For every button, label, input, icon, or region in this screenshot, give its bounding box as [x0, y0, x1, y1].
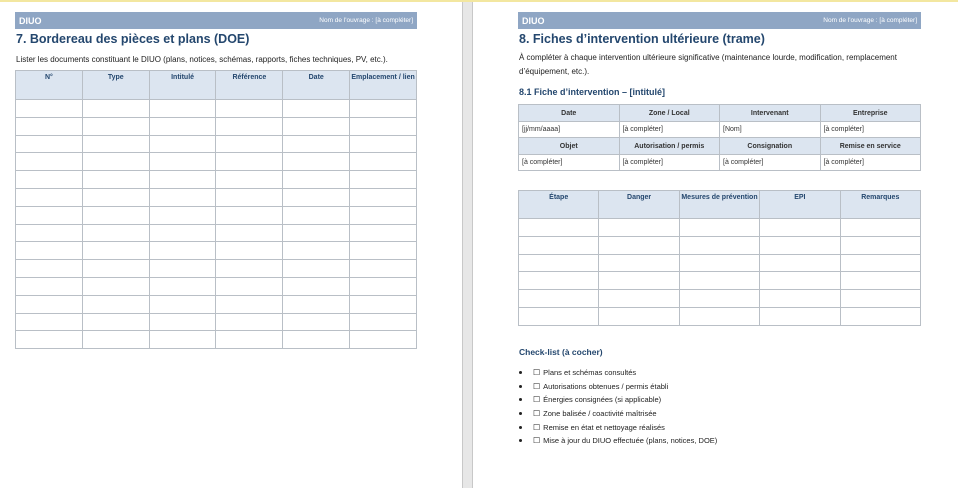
doe-table-cell[interactable]: [350, 260, 417, 278]
doe-table-cell[interactable]: [149, 100, 216, 118]
intv-head-consignation: Consignation: [720, 138, 821, 155]
bullet-icon: [519, 371, 522, 374]
doe-table-cell[interactable]: [283, 331, 350, 349]
doe-table-cell[interactable]: [216, 260, 283, 278]
steps-table-cell[interactable]: [599, 219, 679, 237]
doe-table-cell[interactable]: [350, 171, 417, 189]
steps-table-row: [519, 290, 921, 308]
doe-table-cell[interactable]: [350, 206, 417, 224]
doe-table-cell[interactable]: [149, 260, 216, 278]
checklist-item: [519, 420, 717, 434]
doe-table-cell[interactable]: [16, 153, 83, 171]
doe-table-cell[interactable]: [149, 331, 216, 349]
intv-value-entreprise[interactable]: [à compléter]: [820, 122, 921, 138]
intervention-value-row: [519, 122, 921, 138]
checklist-item: [519, 380, 717, 394]
doe-table-cell[interactable]: [350, 331, 417, 349]
doe-table-cell[interactable]: [283, 313, 350, 331]
steps-col-danger: Danger: [599, 191, 679, 219]
page-header-band: [518, 12, 921, 29]
doe-table: [15, 70, 417, 349]
doe-col-number: N°: [16, 71, 83, 100]
checklist-item-label: Plans et schémas consultés: [543, 368, 637, 378]
doe-table-cell[interactable]: [16, 135, 83, 153]
steps-table-row: [519, 254, 921, 272]
intv-value-zone[interactable]: [à compléter]: [619, 122, 720, 138]
doe-table-row: [16, 313, 417, 331]
doe-table-cell[interactable]: [216, 224, 283, 242]
document-page-left: [0, 2, 462, 488]
doe-table-cell[interactable]: [82, 295, 149, 313]
intv-value-consignation[interactable]: [à compléter]: [720, 155, 821, 171]
intv-head-zone: Zone / Local: [619, 105, 720, 122]
doe-table-cell[interactable]: [82, 117, 149, 135]
header-title: DIUO: [522, 15, 545, 26]
doe-table-cell[interactable]: [350, 277, 417, 295]
intv-value-remise[interactable]: [à compléter]: [820, 155, 921, 171]
intv-value-intervenant[interactable]: [Nom]: [720, 122, 821, 138]
doe-table-cell[interactable]: [16, 242, 83, 260]
doe-table-cell[interactable]: [350, 188, 417, 206]
intv-head-autorisation: Autorisation / permis: [619, 138, 720, 155]
doe-table-cell[interactable]: [82, 260, 149, 278]
doe-table-cell[interactable]: [350, 295, 417, 313]
steps-table-cell[interactable]: [840, 307, 920, 325]
section-8-1-heading: 8.1 Fiche d’intervention – [intitulé]: [519, 87, 666, 97]
steps-table-cell[interactable]: [679, 236, 759, 254]
doe-table-cell[interactable]: [82, 135, 149, 153]
intv-head-intervenant: Intervenant: [720, 105, 821, 122]
doe-table-cell[interactable]: [16, 188, 83, 206]
doe-table-cell[interactable]: [82, 153, 149, 171]
doe-table-cell[interactable]: [283, 277, 350, 295]
doe-table-row: [16, 117, 417, 135]
steps-table-row: [519, 236, 921, 254]
doe-table-cell[interactable]: [350, 153, 417, 171]
doe-table-cell[interactable]: [350, 224, 417, 242]
steps-table-cell[interactable]: [599, 307, 679, 325]
bullet-icon: [519, 439, 522, 442]
doe-table-cell[interactable]: [16, 206, 83, 224]
checklist-item-label: Autorisations obtenues / permis établi: [543, 381, 669, 391]
steps-table-cell[interactable]: [840, 219, 920, 237]
checkbox-icon[interactable]: ☐: [533, 368, 541, 378]
doe-table-cell[interactable]: [283, 188, 350, 206]
doe-table-cell[interactable]: [283, 260, 350, 278]
intv-value-date[interactable]: [jj/mm/aaaa]: [519, 122, 620, 138]
doe-table-cell[interactable]: [82, 313, 149, 331]
steps-table-cell[interactable]: [599, 272, 679, 290]
doe-table-cell[interactable]: [216, 206, 283, 224]
checkbox-icon[interactable]: ☐: [533, 409, 541, 419]
doe-table-cell[interactable]: [216, 171, 283, 189]
intv-head-objet: Objet: [519, 138, 620, 155]
doe-table-row: [16, 153, 417, 171]
doe-col-type: Type: [82, 71, 149, 100]
checkbox-icon[interactable]: ☐: [533, 436, 541, 446]
bullet-icon: [519, 412, 522, 415]
doe-table-cell[interactable]: [216, 188, 283, 206]
section-8-heading: 8. Fiches d’intervention ultérieure (trame): [519, 32, 765, 46]
steps-table-cell[interactable]: [760, 236, 840, 254]
steps-table-row: [519, 272, 921, 290]
bullet-icon: [519, 398, 522, 401]
doe-table-cell[interactable]: [16, 100, 83, 118]
doe-table-cell[interactable]: [149, 206, 216, 224]
doe-table-cell[interactable]: [149, 135, 216, 153]
section-8-intro: À compléter à chaque intervention ultérieure significative (maintenance lourde, modification, remplacement d’équipement, etc.).: [519, 53, 897, 76]
steps-table-row: [519, 219, 921, 237]
header-work-name: Nom de l'ouvrage : [à compléter]: [319, 17, 413, 24]
doe-table-cell[interactable]: [350, 242, 417, 260]
checklist: [519, 366, 717, 448]
doe-table-cell[interactable]: [149, 188, 216, 206]
doe-table-row: [16, 206, 417, 224]
doe-table-row: [16, 277, 417, 295]
doe-table-cell[interactable]: [283, 135, 350, 153]
checklist-item: [519, 434, 717, 448]
doe-table-cell[interactable]: [149, 224, 216, 242]
doe-table-cell[interactable]: [16, 331, 83, 349]
steps-table-cell[interactable]: [760, 219, 840, 237]
doe-table-row: [16, 135, 417, 153]
intv-head-remise: Remise en service: [820, 138, 921, 155]
intv-head-date: Date: [519, 105, 620, 122]
steps-table-cell[interactable]: [519, 254, 599, 272]
doe-table-cell[interactable]: [350, 117, 417, 135]
steps-table-row: [519, 307, 921, 325]
steps-table-cell[interactable]: [519, 290, 599, 308]
doe-table-cell[interactable]: [82, 242, 149, 260]
doe-table-cell[interactable]: [216, 117, 283, 135]
checklist-item-label: Remise en état et nettoyage réalisés: [543, 422, 665, 432]
checklist-item: [519, 393, 717, 407]
doe-table-cell[interactable]: [216, 331, 283, 349]
steps-table-cell[interactable]: [840, 254, 920, 272]
intv-value-autorisation[interactable]: [à compléter]: [619, 155, 720, 171]
doe-table-cell[interactable]: [350, 313, 417, 331]
steps-table-cell[interactable]: [679, 307, 759, 325]
steps-col-prevention: Mesures de prévention: [679, 191, 759, 219]
doe-table-cell[interactable]: [283, 224, 350, 242]
checklist-item-label: Mise à jour du DIUO effectuée (plans, notices, DOE): [543, 436, 718, 446]
checkbox-icon[interactable]: ☐: [533, 422, 541, 432]
steps-col-ppe: EPI: [760, 191, 840, 219]
intervention-info-table: [518, 104, 921, 171]
doe-table-cell[interactable]: [16, 313, 83, 331]
steps-table-cell[interactable]: [760, 272, 840, 290]
doe-table-row: [16, 224, 417, 242]
doe-table-cell[interactable]: [216, 135, 283, 153]
steps-col-remarks: Remarques: [840, 191, 920, 219]
doe-table-cell[interactable]: [283, 171, 350, 189]
steps-table-cell[interactable]: [599, 254, 679, 272]
doe-col-date: Date: [283, 71, 350, 100]
doe-col-title: Intitulé: [149, 71, 216, 100]
doe-table-cell[interactable]: [82, 206, 149, 224]
doe-table-cell[interactable]: [216, 242, 283, 260]
doe-table-row: [16, 331, 417, 349]
doe-table-cell[interactable]: [283, 100, 350, 118]
doe-table-cell[interactable]: [149, 117, 216, 135]
checkbox-icon[interactable]: ☐: [533, 381, 541, 391]
doe-table-cell[interactable]: [216, 277, 283, 295]
bullet-icon: [519, 426, 522, 429]
doe-table-row: [16, 171, 417, 189]
doe-table-cell[interactable]: [82, 100, 149, 118]
intv-value-objet[interactable]: [à compléter]: [519, 155, 620, 171]
doe-table-cell[interactable]: [149, 153, 216, 171]
doe-table-header-row: [16, 71, 417, 100]
doe-col-reference: Référence: [216, 71, 283, 100]
doe-table-cell[interactable]: [16, 224, 83, 242]
doe-table-cell[interactable]: [149, 277, 216, 295]
steps-table-cell[interactable]: [679, 272, 759, 290]
steps-table-cell[interactable]: [840, 272, 920, 290]
doe-table-cell[interactable]: [82, 224, 149, 242]
checklist-item: [519, 407, 717, 421]
checklist-item: [519, 366, 717, 380]
doe-table-cell[interactable]: [283, 242, 350, 260]
doe-table-cell[interactable]: [16, 277, 83, 295]
doe-table-cell[interactable]: [82, 171, 149, 189]
page-header-band: [15, 12, 417, 29]
checkbox-icon[interactable]: ☐: [533, 395, 541, 405]
checklist-item-label: Énergies consignées (si applicable): [543, 395, 662, 405]
doe-table-cell[interactable]: [283, 117, 350, 135]
intervention-header-row: [519, 105, 921, 122]
doe-table-cell[interactable]: [149, 171, 216, 189]
doe-table-row: [16, 295, 417, 313]
doe-table-cell[interactable]: [82, 331, 149, 349]
steps-table-cell[interactable]: [679, 290, 759, 308]
doe-table-cell[interactable]: [16, 117, 83, 135]
steps-table-cell[interactable]: [760, 290, 840, 308]
document-page-right: [473, 2, 958, 488]
steps-table-cell[interactable]: [679, 219, 759, 237]
doe-table-cell[interactable]: [82, 188, 149, 206]
steps-table-cell[interactable]: [599, 236, 679, 254]
section-7-heading: 7. Bordereau des pièces et plans (DOE): [16, 32, 250, 46]
doe-table-cell[interactable]: [350, 100, 417, 118]
intv-head-entreprise: Entreprise: [820, 105, 921, 122]
steps-table-cell[interactable]: [519, 307, 599, 325]
steps-table-cell[interactable]: [840, 290, 920, 308]
doe-table-cell[interactable]: [16, 260, 83, 278]
doe-table-row: [16, 260, 417, 278]
section-7-intro: Lister les documents constituant le DIUO (plans, notices, schémas, rapports, fiches techniques, PV, etc.).: [16, 55, 388, 64]
doe-table-cell[interactable]: [216, 295, 283, 313]
steps-table: [518, 190, 921, 326]
doe-table-row: [16, 188, 417, 206]
doe-table-cell[interactable]: [350, 135, 417, 153]
doe-table-cell[interactable]: [283, 206, 350, 224]
page-gutter: [462, 2, 473, 488]
intervention-value-row: [519, 155, 921, 171]
doe-table-row: [16, 242, 417, 260]
steps-table-cell[interactable]: [679, 254, 759, 272]
doe-col-location: Emplacement / lien: [350, 71, 417, 100]
doe-table-cell[interactable]: [283, 295, 350, 313]
header-title: DIUO: [19, 15, 42, 26]
doe-table-cell[interactable]: [149, 242, 216, 260]
steps-table-cell[interactable]: [840, 236, 920, 254]
doe-table-cell[interactable]: [283, 153, 350, 171]
doe-table-cell[interactable]: [149, 313, 216, 331]
doe-table-cell[interactable]: [16, 295, 83, 313]
doe-table-cell[interactable]: [82, 277, 149, 295]
doe-table-row: [16, 100, 417, 118]
checklist-item-label: Zone balisée / coactivité maîtrisée: [543, 409, 657, 419]
steps-table-cell[interactable]: [519, 272, 599, 290]
steps-table-header-row: [519, 191, 921, 219]
steps-table-cell[interactable]: [760, 254, 840, 272]
header-work-name: Nom de l'ouvrage : [à compléter]: [823, 17, 917, 24]
steps-table-cell[interactable]: [519, 219, 599, 237]
steps-table-cell[interactable]: [599, 290, 679, 308]
doe-table-cell[interactable]: [149, 295, 216, 313]
steps-col-step: Étape: [519, 191, 599, 219]
intervention-header-row: [519, 138, 921, 155]
bullet-icon: [519, 385, 522, 388]
steps-table-cell[interactable]: [519, 236, 599, 254]
doe-table-cell[interactable]: [216, 153, 283, 171]
doe-table-cell[interactable]: [216, 100, 283, 118]
doe-table-cell[interactable]: [216, 313, 283, 331]
doe-table-cell[interactable]: [16, 171, 83, 189]
checklist-title: Check-list (à cocher): [519, 347, 603, 357]
steps-table-cell[interactable]: [760, 307, 840, 325]
